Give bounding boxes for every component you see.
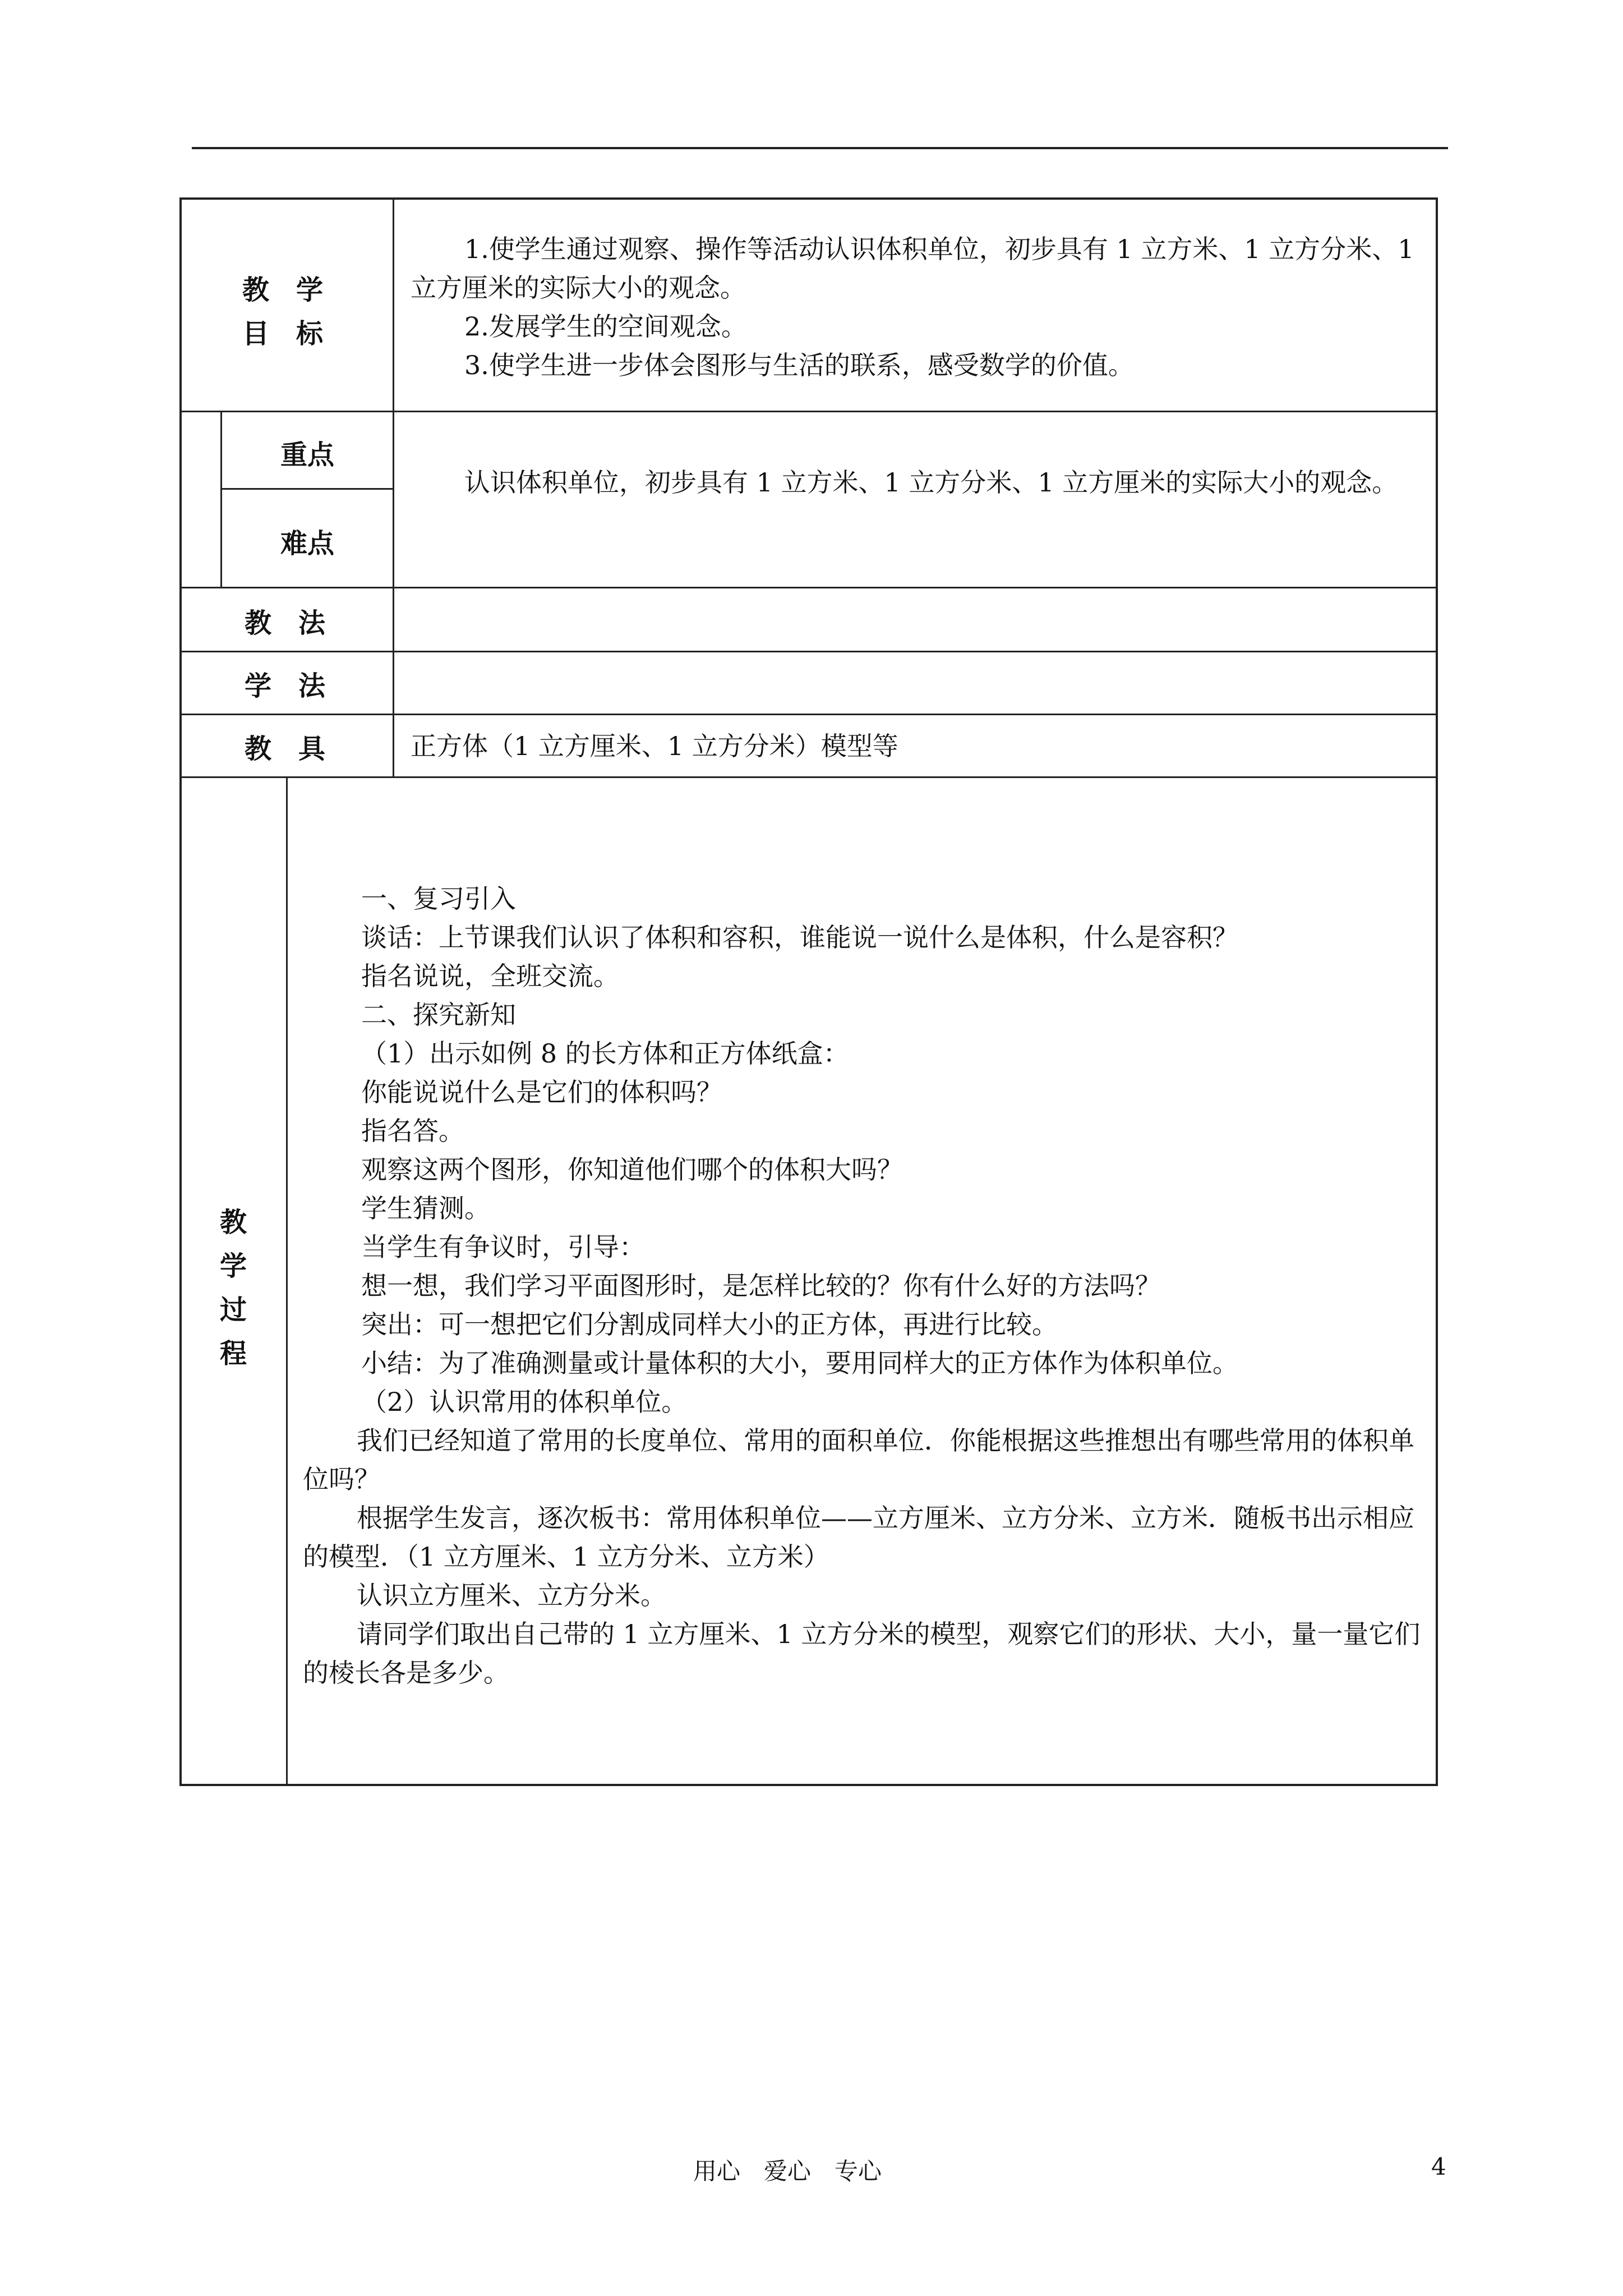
goals-label-line2: 目 标: [242, 318, 324, 349]
process-paragraph: 一、复习引入: [361, 884, 516, 914]
process-paragraph: 认识立方厘米、立方分米。: [357, 1580, 666, 1611]
process-paragraph: 我们已经知道了常用的长度单位、常用的面积单位．你能根据这些推想出有哪些常用的体积单位吗？: [303, 1425, 1414, 1494]
goal-item: 3.使学生进一步体会图形与生活的联系，感受数学的价值。: [464, 350, 1134, 380]
process-label-char: 过: [220, 1294, 247, 1326]
process-paragraph: 二、探究新知: [361, 1000, 516, 1030]
process-paragraph: 学生猜测。: [361, 1193, 490, 1223]
process-paragraph: 请同学们取出自己带的 1 立方厘米、1 立方分米的模型，观察它们的形状、大小，量一量它们的棱长各是多少。: [303, 1619, 1421, 1688]
header-rule: [192, 147, 1448, 149]
key-points-text: 认识体积单位，初步具有 1 立方米、1 立方分米、1 立方厘米的实际大小的观念。: [464, 467, 1398, 498]
process-paragraph: 突出：可一想把它们分割成同样大小的正方体，再进行比较。: [361, 1309, 1058, 1340]
teaching-tools-content: 正方体（1 立方厘米、1 立方分米）模型等: [411, 731, 898, 761]
teaching-tools-label: 教 具: [245, 733, 326, 765]
page-number: 4: [1431, 2153, 1446, 2180]
goal-item: 1.使学生通过观察、操作等活动认识体积单位，初步具有 1 立方米、1 立方分米、1 立方厘米的实际大小的观念。: [411, 234, 1414, 303]
process-label-char: 学: [220, 1250, 247, 1282]
goals-label-line1: 教 学: [242, 274, 324, 306]
process-paragraph: 指名说说，全班交流。: [361, 961, 619, 991]
teaching-method-label: 教 法: [245, 608, 326, 639]
process-paragraph: 指名答。: [361, 1116, 464, 1146]
process-paragraph: 根据学生发言，逐次板书：常用体积单位——立方厘米、立方分米、立方米．随板书出示相应的模型．（1 立方厘米、1 立方分米、立方米）: [303, 1503, 1414, 1572]
process-label-char: 程: [220, 1338, 247, 1369]
footer-motto: 用心 爱心 专心: [693, 2157, 882, 2185]
difficult-point-label: 难点: [280, 528, 335, 559]
goals-content: [411, 230, 1420, 385]
learning-method-label: 学 法: [245, 670, 326, 702]
process-paragraph: 小结：为了准确测量或计量体积的大小，要用同样大的正方体作为体积单位。: [361, 1348, 1238, 1378]
process-paragraph: 谈话：上节课我们认识了体积和容积，谁能说一说什么是体积，什么是容积？: [361, 922, 1238, 953]
process-content: [303, 880, 1422, 1692]
key-points-content: [411, 463, 1420, 502]
process-paragraph: （1）出示如例 8 的长方体和正方体纸盒：: [361, 1038, 849, 1069]
goal-item: 2.发展学生的空间观念。: [464, 311, 747, 342]
process-paragraph: 观察这两个图形，你知道他们哪个的体积大吗？: [361, 1154, 903, 1185]
process-paragraph: 想一想，我们学习平面图形时，是怎样比较的？你有什么好的方法吗？: [361, 1271, 1161, 1301]
process-paragraph: 你能说说什么是它们的体积吗？: [361, 1077, 722, 1107]
process-paragraph: 当学生有争议时，引导：: [361, 1232, 645, 1262]
process-label-char: 教: [220, 1207, 247, 1238]
process-paragraph: （2）认识常用的体积单位。: [361, 1387, 688, 1417]
key-point-label: 重点: [280, 439, 335, 471]
